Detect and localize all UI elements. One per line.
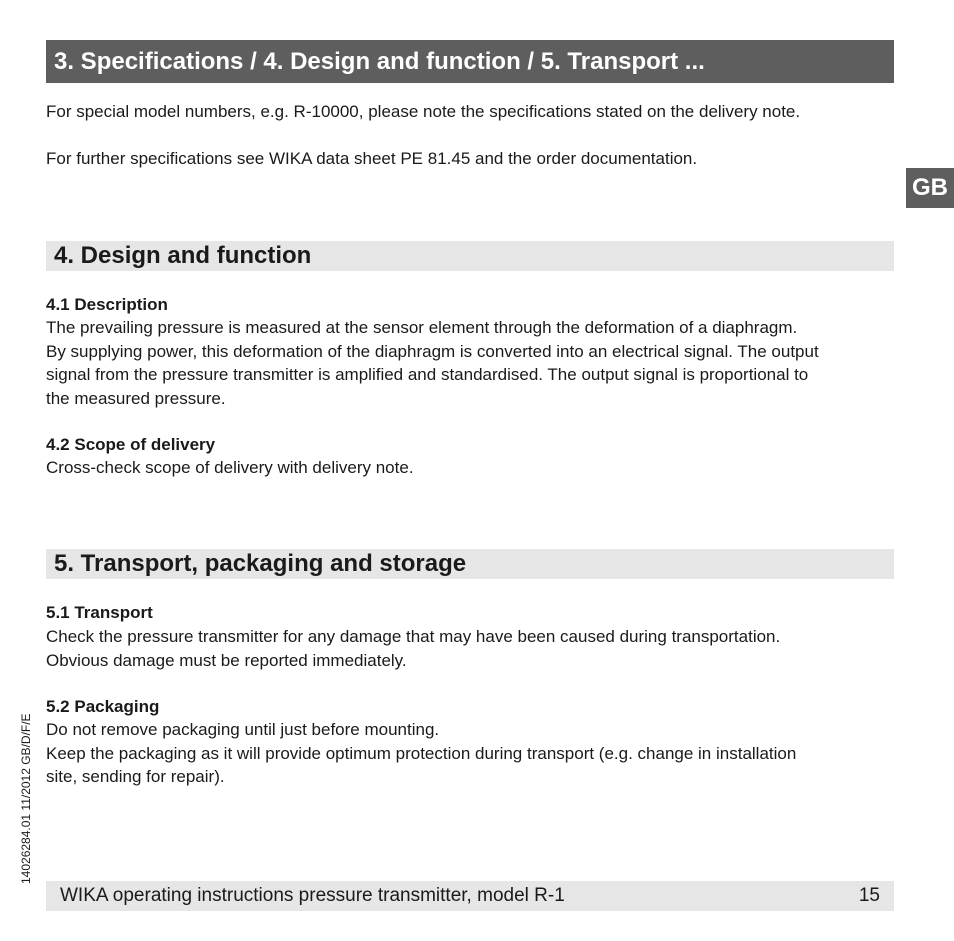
subsection-5-2-body	[46, 718, 896, 789]
text-line: The prevailing pressure is measured at the sensor element through the deformation of a diaphragm.	[46, 318, 798, 337]
subsection-5-2-heading: 5.2 Packaging	[46, 697, 160, 716]
subsection-4-1-heading: 4.1 Description	[46, 295, 168, 314]
section-4-heading: 4. Design and function	[46, 241, 894, 271]
chapter-header-banner: 3. Specifications / 4. Design and function / 5. Transport ...	[46, 40, 894, 83]
text-line: site, sending for repair).	[46, 767, 225, 786]
page-number: 15	[858, 885, 880, 906]
section-5-heading: 5. Transport, packaging and storage	[46, 549, 894, 579]
text-line: Do not remove packaging until just before mounting.	[46, 720, 440, 739]
subsection-4-1-body	[46, 316, 896, 410]
intro-paragraph-1: For special model numbers, e.g. R-10000, please note the specifications stated on the delivery note.	[46, 102, 801, 121]
footer-title: WIKA operating instructions pressure transmitter, model R-1	[60, 885, 565, 906]
text-line: signal from the pressure transmitter is amplified and standardised. The output signal is proportional to	[46, 365, 809, 384]
text-line: the measured pressure.	[46, 388, 226, 408]
language-tab-gb: GB	[906, 168, 954, 208]
text-line: Check the pressure transmitter for any damage that may have been caused during transportation.	[46, 627, 781, 646]
subsection-5-1-heading: 5.1 Transport	[46, 603, 153, 622]
subsection-4-2-heading: 4.2 Scope of delivery	[46, 435, 216, 454]
text-line: By supplying power, this deformation of the diaphragm is converted into an electrical signal. The output	[46, 341, 819, 361]
text-line: Keep the packaging as it will provide optimum protection during transport (e.g. change in installation	[46, 743, 797, 763]
text-line: Obvious damage must be reported immediately.	[46, 650, 407, 670]
document-code: 14026284.01 11/2012 GB/D/F/E	[19, 713, 33, 884]
subsection-5-1-body	[46, 625, 896, 672]
subsection-4-2-body: Cross-check scope of delivery with delivery note.	[46, 458, 414, 477]
intro-paragraph-2: For further specifications see WIKA data sheet PE 81.45 and the order documentation.	[46, 149, 698, 168]
page-footer	[46, 881, 894, 911]
